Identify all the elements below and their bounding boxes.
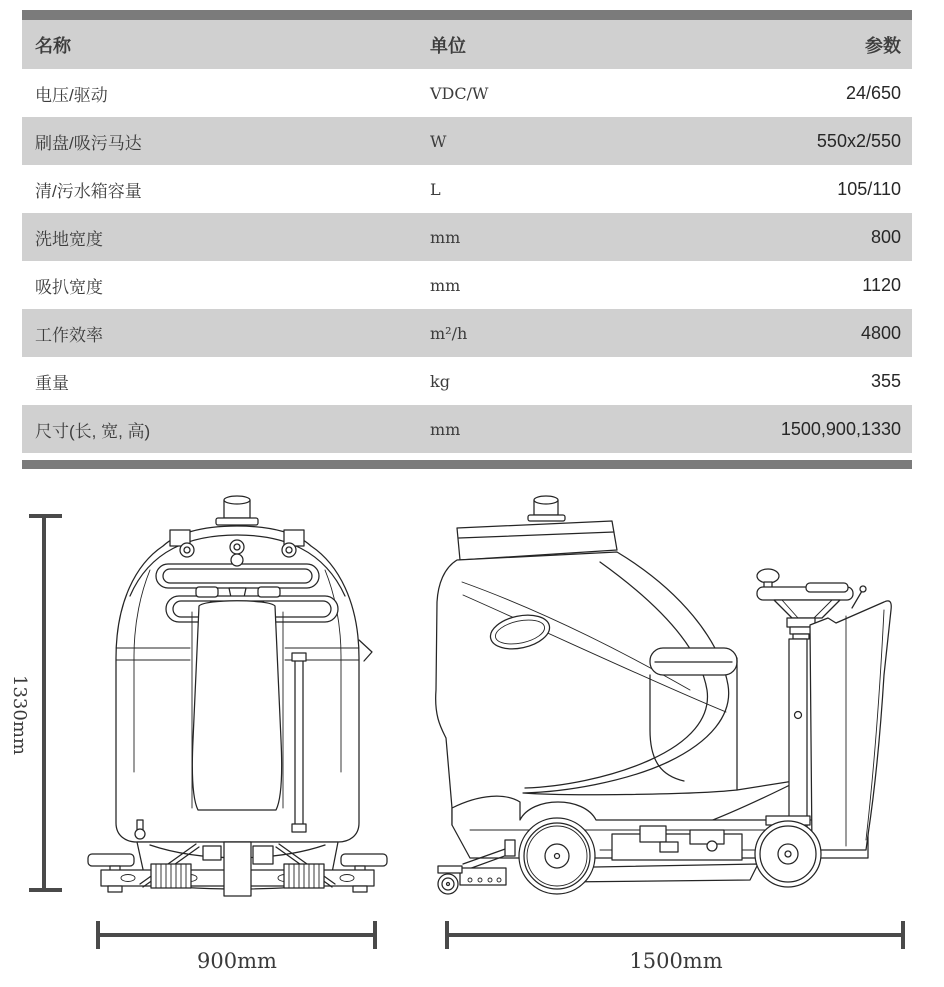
row-value: 105/110 [837,178,901,199]
row-name: 刷盘/吸污马达 [35,133,142,153]
row-unit: VDC/W [430,83,489,103]
row-unit: mm [430,419,461,439]
row-value: 4800 [860,322,901,343]
side-view-drawing [436,496,892,894]
front-view-drawing [88,496,387,896]
header-unit: 单位 [430,35,466,56]
table-header-row [22,20,912,69]
table-row [22,165,912,213]
row-unit: mm [430,275,461,295]
table-top-bar [22,10,912,20]
row-unit: m²/h [430,323,468,343]
technical-drawings [0,490,944,987]
height-dimension-line [9,516,62,890]
row-unit: mm [430,227,461,247]
header-name: 名称 [35,35,71,56]
spec-table [22,10,912,469]
length-dimension-label: 1500mm [629,949,723,973]
row-name: 尺寸(长, 宽, 高) [35,421,151,441]
row-value: 800 [870,226,901,247]
table-row [22,261,912,309]
table-row [22,117,912,165]
row-unit: kg [430,371,450,391]
row-name: 工作效率 [35,325,103,345]
table-row [22,357,912,405]
length-dimension-line [447,921,903,973]
header-value: 参数 [865,35,901,56]
table-row [22,309,912,357]
table-row [22,213,912,261]
row-name: 电压/驱动 [35,85,108,105]
row-unit: L [430,179,441,199]
row-value: 355 [870,370,901,391]
table-row [22,405,912,453]
row-name: 洗地宽度 [35,229,103,249]
table-bottom-bar [22,460,912,469]
row-name: 重量 [35,373,69,393]
row-value: 550x2/550 [816,130,901,151]
row-name: 清/污水箱容量 [35,181,142,201]
table-row [22,69,912,117]
row-name: 吸扒宽度 [35,277,103,297]
row-value: 1500,900,1330 [780,418,901,439]
row-unit: W [430,131,447,151]
height-dimension-label: 1330mm [9,675,30,755]
row-value: 24/650 [845,82,901,103]
width-dimension-label: 900mm [197,949,277,973]
width-dimension-line [98,921,375,973]
row-value: 1120 [862,274,901,295]
